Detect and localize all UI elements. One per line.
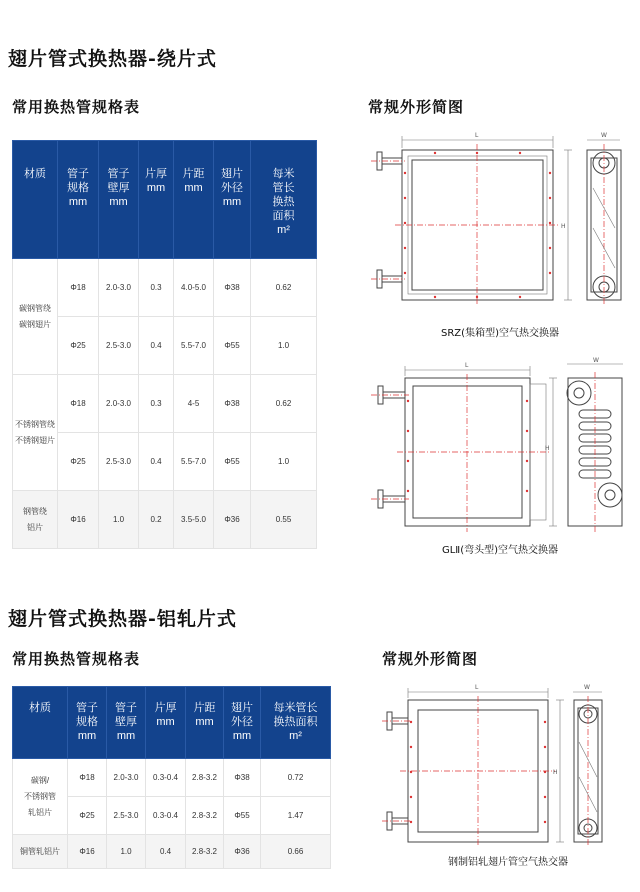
table-cell: 0.72 xyxy=(261,759,331,797)
table-cell: 0.3 xyxy=(139,259,174,317)
header-fin-diameter: 翅片 外径 mm xyxy=(224,687,261,759)
table-row xyxy=(13,491,317,549)
gl2-exchanger-drawing xyxy=(365,356,630,536)
table-cell: Φ18 xyxy=(58,375,99,433)
table-row xyxy=(13,835,331,869)
cell-material: 碳钢/ 不锈钢管 轧铝片 xyxy=(13,759,68,835)
table-cell: 2.5-3.0 xyxy=(99,433,139,491)
table-cell: Φ18 xyxy=(68,759,107,797)
table-cell: 0.4 xyxy=(139,433,174,491)
table-cell: Φ18 xyxy=(58,259,99,317)
table-header-row xyxy=(13,687,331,759)
inlet-nozzles xyxy=(371,386,409,508)
table-row xyxy=(13,375,317,433)
table-cell: Φ25 xyxy=(68,797,107,835)
rolled-fin-caption: 钢制铝轧翅片管空气热交器 xyxy=(448,857,568,868)
table-cell: 0.66 xyxy=(261,835,331,869)
drawing-title: 常规外形简图 xyxy=(382,650,479,668)
rolled-fin-exchanger-drawing xyxy=(380,682,630,847)
table-row xyxy=(13,759,331,797)
table-cell: Φ25 xyxy=(58,317,99,375)
table-cell: 1.0 xyxy=(251,433,317,491)
table-cell: 2.0-3.0 xyxy=(99,375,139,433)
dim-label-h: H xyxy=(553,769,558,776)
header-fin-pitch: 片距 mm xyxy=(186,687,224,759)
table-row xyxy=(13,433,317,491)
table-cell: Φ36 xyxy=(214,491,251,549)
table-cell: 0.3 xyxy=(139,375,174,433)
table-title: 常用换热管规格表 xyxy=(12,98,141,116)
drawing-title: 常规外形简图 xyxy=(368,98,465,116)
cell-material: 钢管绕 铝片 xyxy=(13,491,58,549)
section-title: 翅片管式换热器-绕片式 xyxy=(8,48,217,70)
spec-table-wrap-fin xyxy=(12,140,317,549)
table-cell: 0.3-0.4 xyxy=(146,759,186,797)
table-cell: 0.3-0.4 xyxy=(146,797,186,835)
header-fin-pitch: 片距 mm xyxy=(174,141,214,259)
table-cell: 5.5-7.0 xyxy=(174,317,214,375)
table-cell: 0.62 xyxy=(251,375,317,433)
dim-label-w: W xyxy=(593,357,599,364)
table-cell: 2.8-3.2 xyxy=(186,797,224,835)
table-cell: 4.0-5.0 xyxy=(174,259,214,317)
dim-label-w: W xyxy=(601,132,607,139)
table-row xyxy=(13,317,317,375)
dim-label-h: H xyxy=(561,223,566,230)
dim-label-h: H xyxy=(545,445,550,452)
header-material: 材质 xyxy=(13,687,68,759)
table-cell: Φ16 xyxy=(68,835,107,869)
table-cell: 5.5-7.0 xyxy=(174,433,214,491)
section-title: 翅片管式换热器-铝轧片式 xyxy=(8,608,237,630)
table-cell: Φ38 xyxy=(224,759,261,797)
table-cell: 2.0-3.0 xyxy=(99,259,139,317)
table-cell: Φ55 xyxy=(224,797,261,835)
table-header-row xyxy=(13,141,317,259)
table-cell: Φ38 xyxy=(214,259,251,317)
header-fin-diameter: 翅片 外径 mm xyxy=(214,141,251,259)
table-cell: 0.4 xyxy=(139,317,174,375)
table-cell: 2.8-3.2 xyxy=(186,759,224,797)
header-area-per-meter: 每米 管长 换热 面积 m² xyxy=(251,141,317,259)
dim-label-w: W xyxy=(584,684,590,691)
header-fin-thickness: 片厚 mm xyxy=(146,687,186,759)
dim-label-l: L xyxy=(475,684,479,691)
bolt-holes xyxy=(407,400,528,492)
cell-material: 不锈钢管绕 不锈钢翅片 xyxy=(13,375,58,491)
table-cell: Φ38 xyxy=(214,375,251,433)
table-cell: 0.4 xyxy=(146,835,186,869)
table-cell: 2.5-3.0 xyxy=(99,317,139,375)
table-cell: 0.2 xyxy=(139,491,174,549)
table-cell: 2.8-3.2 xyxy=(186,835,224,869)
gl2-caption: GLⅡ(弯头型)空气热交换器 xyxy=(441,545,559,556)
table-cell: 1.0 xyxy=(107,835,146,869)
table-cell: Φ55 xyxy=(214,433,251,491)
cell-material: 碳钢管绕 碳钢翅片 xyxy=(13,259,58,375)
inlet-nozzles xyxy=(371,152,405,288)
header-material: 材质 xyxy=(13,141,58,259)
table-cell: Φ16 xyxy=(58,491,99,549)
header-tube-spec: 管子 规格 mm xyxy=(68,687,107,759)
dim-label-l: L xyxy=(465,362,469,369)
table-cell: 3.5-5.0 xyxy=(174,491,214,549)
table-cell: 1.47 xyxy=(261,797,331,835)
srz-caption: SRZ(集箱型)空气热交换器 xyxy=(441,328,559,339)
table-cell: 1.0 xyxy=(99,491,139,549)
table-cell: 4-5 xyxy=(174,375,214,433)
table-cell: 1.0 xyxy=(251,317,317,375)
table-cell: Φ55 xyxy=(214,317,251,375)
cell-material: 铜管轧铝片 xyxy=(13,835,68,869)
table-title: 常用换热管规格表 xyxy=(12,650,141,668)
srz-exchanger-drawing xyxy=(365,128,630,313)
header-wall-thickness: 管子 壁厚 mm xyxy=(107,687,146,759)
table-cell: 2.0-3.0 xyxy=(107,759,146,797)
table-cell: 0.62 xyxy=(251,259,317,317)
table-row xyxy=(13,259,317,317)
table-cell: Φ36 xyxy=(224,835,261,869)
spec-table-rolled-fin xyxy=(12,686,331,869)
table-cell: Φ25 xyxy=(58,433,99,491)
header-fin-thickness: 片厚 mm xyxy=(139,141,174,259)
header-area-per-meter: 每米管长 换热面积 m² xyxy=(261,687,331,759)
table-cell: 2.5-3.0 xyxy=(107,797,146,835)
table-cell: 0.55 xyxy=(251,491,317,549)
dim-label-l: L xyxy=(475,132,479,139)
header-wall-thickness: 管子 壁厚 mm xyxy=(99,141,139,259)
header-tube-spec: 管子 规格 mm xyxy=(58,141,99,259)
